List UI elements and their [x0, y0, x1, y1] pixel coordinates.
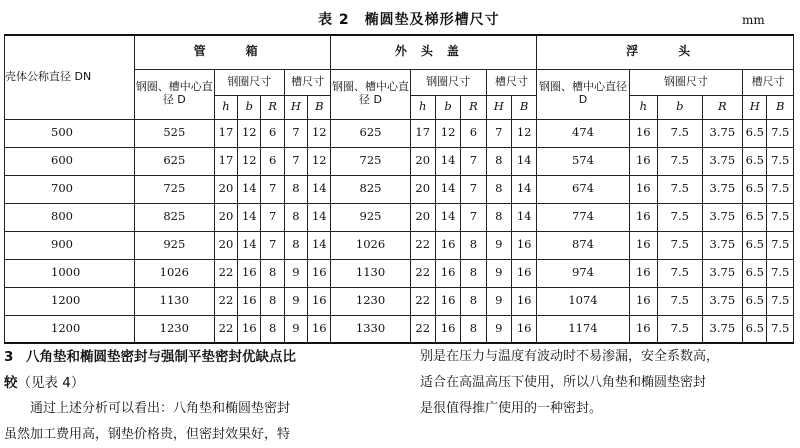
symbol-groove-h: H: [284, 95, 307, 119]
value-cell: 22: [410, 231, 435, 259]
paragraph-line: 通过上述分析可以看出：八角垫和椭圆垫密封: [30, 401, 291, 416]
value-cell: 9: [284, 315, 307, 343]
symbol-groove-b: B: [767, 95, 794, 119]
ring-size-header: 钢圈尺寸: [214, 69, 284, 95]
value-cell: 16: [629, 287, 657, 315]
value-cell: 14: [511, 175, 536, 203]
table-row: [5, 259, 794, 287]
value-cell: 7: [461, 147, 486, 175]
group-header-outer-cover: 外头盖: [331, 35, 537, 69]
value-cell: 8: [486, 175, 511, 203]
value-cell: 8: [284, 203, 307, 231]
value-cell: 16: [435, 315, 460, 343]
ring-size-header: 钢圈尺寸: [410, 69, 486, 95]
value-cell: 6.5: [743, 175, 767, 203]
symbol-r: R: [261, 95, 284, 119]
value-cell: 3.75: [702, 259, 743, 287]
value-cell: 17: [214, 119, 237, 147]
value-cell: 16: [629, 315, 657, 343]
paragraph-line: 是很值得推广使用的一种密封。: [420, 401, 603, 416]
value-cell: 474: [537, 119, 629, 147]
value-cell: 16: [629, 175, 657, 203]
value-cell: 16: [511, 315, 536, 343]
value-cell: 6.5: [743, 119, 767, 147]
value-cell: 625: [134, 147, 214, 175]
paragraph-line: 别是在压力与温度有波动时不易渗漏，安全系数高，: [420, 349, 720, 364]
value-cell: 16: [511, 231, 536, 259]
value-cell: 12: [435, 119, 460, 147]
value-cell: 925: [331, 203, 410, 231]
value-cell: 3.75: [702, 147, 743, 175]
value-cell: 12: [238, 119, 261, 147]
value-cell: 6.5: [743, 203, 767, 231]
value-cell: 7.5: [767, 203, 794, 231]
value-cell: 6: [261, 147, 284, 175]
table-row: [5, 119, 794, 147]
value-cell: 9: [284, 287, 307, 315]
group-header-tube-box: 管 箱: [134, 35, 331, 69]
value-cell: 9: [486, 315, 511, 343]
value-cell: 22: [410, 315, 435, 343]
value-cell: 6.5: [743, 147, 767, 175]
symbol-h: h: [214, 95, 237, 119]
symbol-r: R: [461, 95, 486, 119]
value-cell: 3.75: [702, 175, 743, 203]
value-cell: 6.5: [743, 231, 767, 259]
table-row: [5, 287, 794, 315]
value-cell: 14: [308, 175, 331, 203]
value-cell: 725: [134, 175, 214, 203]
value-cell: 1026: [134, 259, 214, 287]
value-cell: 14: [238, 231, 261, 259]
value-cell: 16: [238, 259, 261, 287]
symbol-groove-b: B: [308, 95, 331, 119]
value-cell: 8: [261, 315, 284, 343]
value-cell: 7: [486, 119, 511, 147]
value-cell: 1130: [134, 287, 214, 315]
value-cell: 14: [238, 175, 261, 203]
value-cell: 7.5: [657, 287, 702, 315]
table-unit: mm: [742, 13, 765, 27]
dn-cell: 1000: [5, 259, 135, 287]
group-header-floating-head: 浮 头: [537, 35, 794, 69]
diameter-header: 钢圈、槽中心直径 D: [537, 69, 629, 119]
value-cell: 22: [214, 259, 237, 287]
value-cell: 16: [511, 259, 536, 287]
dn-cell: 1200: [5, 287, 135, 315]
value-cell: 7: [461, 203, 486, 231]
value-cell: 17: [410, 119, 435, 147]
value-cell: 20: [410, 203, 435, 231]
value-cell: 7.5: [767, 231, 794, 259]
value-cell: 20: [214, 175, 237, 203]
value-cell: 7: [284, 119, 307, 147]
dn-cell: 900: [5, 231, 135, 259]
value-cell: 1130: [331, 259, 410, 287]
value-cell: 7.5: [767, 119, 794, 147]
value-cell: 725: [331, 147, 410, 175]
value-cell: 8: [486, 203, 511, 231]
value-cell: 825: [331, 175, 410, 203]
value-cell: 1074: [537, 287, 629, 315]
value-cell: 14: [308, 203, 331, 231]
table-row: [5, 175, 794, 203]
section-heading-note: （见表 4）: [17, 375, 85, 391]
diameter-header: 钢圈、槽中心直径 D: [331, 69, 410, 119]
value-cell: 7.5: [657, 203, 702, 231]
value-cell: 14: [511, 203, 536, 231]
value-cell: 7: [261, 203, 284, 231]
table-body: [5, 119, 794, 343]
value-cell: 7.5: [657, 119, 702, 147]
value-cell: 8: [261, 259, 284, 287]
value-cell: 8: [461, 259, 486, 287]
value-cell: 22: [214, 287, 237, 315]
value-cell: 574: [537, 147, 629, 175]
dn-cell: 600: [5, 147, 135, 175]
table-row: [5, 203, 794, 231]
value-cell: 8: [461, 315, 486, 343]
value-cell: 625: [331, 119, 410, 147]
symbol-h: h: [410, 95, 435, 119]
value-cell: 16: [629, 147, 657, 175]
value-cell: 7.5: [767, 147, 794, 175]
table-row: [5, 147, 794, 175]
symbol-b: b: [657, 95, 702, 119]
value-cell: 8: [284, 231, 307, 259]
section-right-column: [420, 344, 796, 422]
symbol-groove-h: H: [486, 95, 511, 119]
value-cell: 774: [537, 203, 629, 231]
value-cell: 22: [410, 259, 435, 287]
dn-header: 壳体公称直径 DN: [5, 35, 135, 119]
value-cell: 8: [461, 287, 486, 315]
value-cell: 20: [410, 175, 435, 203]
value-cell: 7.5: [767, 175, 794, 203]
symbol-b: b: [238, 95, 261, 119]
value-cell: 16: [629, 119, 657, 147]
dn-cell: 1200: [5, 315, 135, 343]
symbol-h: h: [629, 95, 657, 119]
value-cell: 974: [537, 259, 629, 287]
value-cell: 16: [308, 259, 331, 287]
value-cell: 22: [410, 287, 435, 315]
symbol-r: R: [702, 95, 743, 119]
value-cell: 874: [537, 231, 629, 259]
value-cell: 16: [308, 315, 331, 343]
groove-size-header: 槽尺寸: [743, 69, 794, 95]
value-cell: 12: [308, 147, 331, 175]
dn-cell: 500: [5, 119, 135, 147]
section-heading: [4, 344, 406, 370]
value-cell: 8: [261, 287, 284, 315]
value-cell: 20: [214, 231, 237, 259]
dn-cell: 700: [5, 175, 135, 203]
value-cell: 16: [629, 259, 657, 287]
value-cell: 14: [435, 203, 460, 231]
symbol-groove-h: H: [743, 95, 767, 119]
value-cell: 1330: [331, 315, 410, 343]
paragraph-line: 适合在高温高压下使用，所以八角垫和椭圆垫密封: [420, 375, 707, 390]
gasket-dimension-table: [4, 34, 794, 344]
value-cell: 17: [214, 147, 237, 175]
value-cell: 6.5: [743, 259, 767, 287]
symbol-b: b: [435, 95, 460, 119]
value-cell: 16: [435, 287, 460, 315]
section-left-column: [4, 344, 406, 448]
value-cell: 3.75: [702, 231, 743, 259]
value-cell: 525: [134, 119, 214, 147]
value-cell: 16: [511, 287, 536, 315]
value-cell: 7: [284, 147, 307, 175]
value-cell: 7: [261, 175, 284, 203]
section-heading-line1: 八角垫和椭圆垫密封与强制平垫密封优缺点比: [26, 349, 296, 365]
value-cell: 9: [486, 259, 511, 287]
value-cell: 9: [284, 259, 307, 287]
value-cell: 22: [214, 315, 237, 343]
value-cell: 16: [238, 315, 261, 343]
table-caption: [0, 6, 800, 30]
value-cell: 14: [435, 147, 460, 175]
table-title: 表 2 椭圆垫及梯形槽尺寸: [318, 12, 500, 28]
value-cell: 3.75: [702, 287, 743, 315]
section-heading-line2: 较: [4, 375, 18, 391]
diameter-header: 钢圈、槽中心直径 D: [134, 69, 214, 119]
value-cell: 7.5: [767, 287, 794, 315]
value-cell: 6: [261, 119, 284, 147]
value-cell: 3.75: [702, 119, 743, 147]
value-cell: 20: [410, 147, 435, 175]
value-cell: 1026: [331, 231, 410, 259]
value-cell: 7: [461, 175, 486, 203]
groove-size-header: 槽尺寸: [284, 69, 331, 95]
value-cell: 8: [284, 175, 307, 203]
table-row: [5, 231, 794, 259]
value-cell: 6.5: [743, 287, 767, 315]
value-cell: 14: [238, 203, 261, 231]
value-cell: 14: [435, 175, 460, 203]
value-cell: 16: [435, 231, 460, 259]
value-cell: 8: [486, 147, 511, 175]
value-cell: 6: [461, 119, 486, 147]
ring-size-header: 钢圈尺寸: [629, 69, 743, 95]
value-cell: 7.5: [767, 259, 794, 287]
value-cell: 9: [486, 231, 511, 259]
value-cell: 6.5: [743, 315, 767, 343]
paragraph-line: 虽然加工费用高，钢垫价格贵，但密封效果好，特: [4, 427, 291, 442]
table-row: [5, 315, 794, 343]
value-cell: 7: [261, 231, 284, 259]
value-cell: 20: [214, 203, 237, 231]
value-cell: 12: [308, 119, 331, 147]
value-cell: 3.75: [702, 203, 743, 231]
groove-size-header: 槽尺寸: [486, 69, 537, 95]
symbol-groove-b: B: [511, 95, 536, 119]
value-cell: 7.5: [657, 259, 702, 287]
value-cell: 7.5: [767, 315, 794, 343]
value-cell: 8: [461, 231, 486, 259]
value-cell: 674: [537, 175, 629, 203]
value-cell: 12: [238, 147, 261, 175]
value-cell: 7.5: [657, 231, 702, 259]
section-number: 3: [4, 349, 14, 365]
section-heading-cont: [4, 370, 406, 396]
value-cell: 16: [629, 203, 657, 231]
value-cell: 7.5: [657, 175, 702, 203]
value-cell: 16: [238, 287, 261, 315]
value-cell: 14: [308, 231, 331, 259]
value-cell: 1230: [331, 287, 410, 315]
value-cell: 16: [629, 231, 657, 259]
value-cell: 14: [511, 147, 536, 175]
value-cell: 12: [511, 119, 536, 147]
value-cell: 1230: [134, 315, 214, 343]
value-cell: 925: [134, 231, 214, 259]
value-cell: 825: [134, 203, 214, 231]
value-cell: 16: [308, 287, 331, 315]
value-cell: 9: [486, 287, 511, 315]
dn-cell: 800: [5, 203, 135, 231]
value-cell: 7.5: [657, 147, 702, 175]
value-cell: 1174: [537, 315, 629, 343]
value-cell: 3.75: [702, 315, 743, 343]
value-cell: 7.5: [657, 315, 702, 343]
value-cell: 16: [435, 259, 460, 287]
